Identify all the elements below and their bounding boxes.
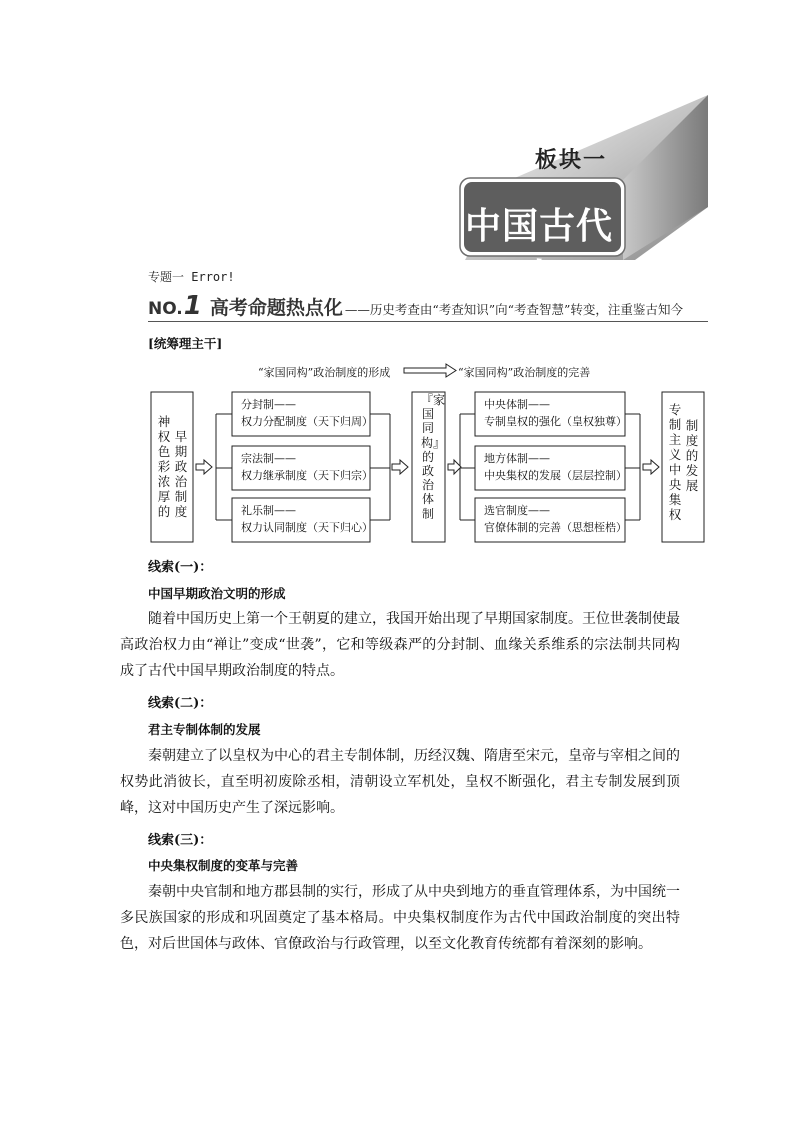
middle-outer-box	[412, 392, 445, 542]
left-box-2-line1: 宗法制——	[241, 452, 296, 465]
diagram-lines	[0, 0, 794, 560]
chapter-heading	[148, 291, 683, 321]
right-box-2-line2: 中央集权的发展（层层控制）	[484, 469, 627, 482]
heading-subtitle: ——历史考查由“考查知识”向“考查智慧”转变，注重鉴古知今	[344, 302, 683, 317]
arrow-4	[643, 460, 659, 474]
section-banner	[455, 95, 715, 298]
left-box-1-line1: 分封制——	[241, 398, 296, 411]
left-column-1: 神权色彩浓厚的	[157, 414, 171, 519]
topic-label: 专题一	[148, 270, 185, 284]
banner-title: 中国古代史	[465, 206, 614, 298]
right-box-1	[475, 392, 625, 436]
heading-title: 高考命题热点化	[209, 297, 343, 319]
right-box-2-line1: 地方体制——	[484, 452, 550, 465]
section-1-text: 随着中国历史上第一个王朝夏的建立，我国开始出现了早期国家制度。王位世袭制使最高政治权力由“禅让”变成“世袭”，它和等级森严的分封制、血缘关系维系的宗法制共同构成了古代中国早期政治制度的特点。	[120, 611, 680, 679]
arrow-2	[392, 460, 408, 474]
right-box-3-line2: 官僚体制的完善（思想桎梏）	[484, 521, 627, 534]
section-label: [统筹理主干]	[148, 336, 223, 351]
section-1-title: 中国早期政治文明的形成	[148, 586, 286, 601]
section-2-title: 君主专制体制的发展	[148, 722, 261, 737]
left-box-3-line1: 礼乐制——	[241, 504, 296, 517]
left-box-1	[232, 392, 370, 436]
topic-line	[148, 268, 235, 285]
arrow-3	[448, 460, 461, 474]
right-box-3	[475, 498, 625, 542]
left-box-2	[232, 446, 370, 490]
left-box-1-line2: 权力分配制度（天下归周）	[241, 415, 373, 428]
right-box-2	[475, 446, 625, 490]
right-box-1-line1: 中央体制——	[484, 398, 550, 411]
right-column-2: 制度的发展	[685, 418, 699, 493]
left-box-3	[232, 498, 370, 542]
right-column-1: 专制主义中央集权	[668, 402, 682, 522]
topic-error: Error!	[191, 270, 235, 284]
left-box-2-line2: 权力继承制度（天下归宗）	[241, 469, 373, 482]
arrow-1	[196, 460, 212, 474]
top-label-right: “家国同构”政治制度的完善	[458, 366, 591, 379]
right-box-1-line2: 专制皇权的强化（皇权独尊）	[484, 415, 627, 428]
clue-3: 线索(三)：	[148, 833, 213, 848]
structure-diagram	[0, 0, 794, 560]
heading-divider	[148, 321, 708, 322]
top-label-left: “家国同构”政治制度的形成	[258, 366, 391, 379]
badge-text: NO.	[148, 299, 183, 319]
section-2-text: 秦朝建立了以皇权为中心的君主专制体制，历经汉魏、隋唐至宋元，皇帝与宰相之间的权势此消彼长，直至明初废除丞相，清朝设立军机处，皇权不断强化，君主专制发展到顶峰，这对中国历史产生了深远影响。	[120, 748, 680, 816]
section-3-text: 秦朝中央官制和地方郡县制的实行，形成了从中央到地方的垂直管理体系，为中国统一多民族国家的形成和巩固奠定了基本格局。中央集权制度作为古代中国政治制度的突出特色，对后世国体与政体、官僚政治与行政管理，以至文化教育传统都有着深刻的影响。	[120, 884, 680, 952]
clue-2: 线索(二)：	[148, 696, 213, 711]
right-box-3-line1: 选官制度——	[484, 504, 550, 517]
clue-1: 线索(一)：	[148, 560, 213, 575]
banner-subtitle: 板块一	[535, 148, 608, 173]
right-outer-box	[662, 392, 704, 542]
left-column-2: 早期政治制度	[174, 429, 188, 519]
no1-badge	[148, 291, 202, 321]
top-arrow	[404, 364, 456, 377]
middle-column: 『家国同构』的政治体制	[421, 393, 446, 521]
left-box-3-line2: 权力认同制度（天下归心）	[241, 521, 373, 534]
section-3-title: 中央集权制度的变革与完善	[148, 858, 299, 873]
left-outer-box	[151, 392, 193, 542]
badge-number: 1	[183, 291, 202, 321]
